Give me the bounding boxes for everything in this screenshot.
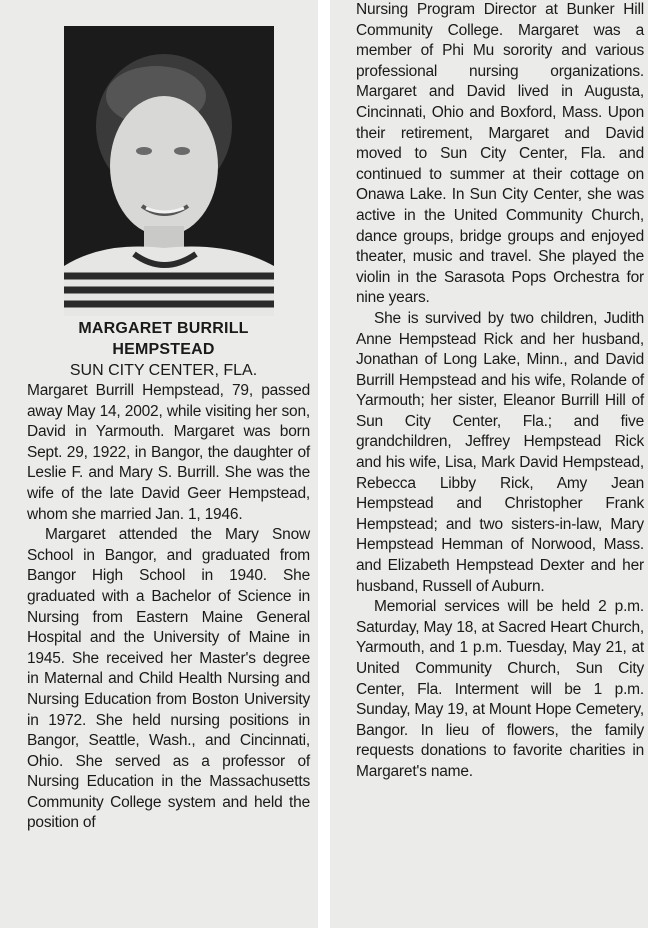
paragraph: Margaret Burrill Hempstead, 79, passed away May 14, 2002, while visiting her son, David in Yarmouth. Margaret was born Sept. 29, 1922, in Bangor, the daughter of Leslie F. and Mary S. Burrill. She was the wife of the late David Geer Hempstead, whom she married Jan. 1, 1946. (27, 382, 310, 523)
portrait-image (64, 26, 274, 316)
paragraph: Margaret attended the Mary Snow School in Bangor, and graduated from Bangor High School in 1940. She graduated with a Bachelor of Science in Nursing from Eastern Maine General Hospital and the University of Maine in 1945. She received her Master's degree in Maternal and Child Health Nursing and Nursing Education from Boston University in 1972. She held nursing positions in Bangor, Seattle, Wash., and Cincinnati, Ohio. She served as a professor of Nursing Education in the Massachusetts Community College system and held the position of (27, 526, 310, 832)
paragraph: Nursing Program Director at Bunker Hill Community College. Margaret was a member of Phi Mu sorority and various professional nursing organizations. Margaret and David lived in Augusta, Cincinnati, Ohio and Boxford, Mass. Upon their retirement, Margaret and David moved to Sun City Center, Fla. and continued to summer at their cottage on Onawa Lake. In Sun City Center, she was active in the United Community Church, dance groups, bridge groups and enjoyed theater, music and travel. She played the violin in the Sarasota Pops Orchestra for nine years. (356, 1, 644, 307)
name-line-1: MARGARET BURRILL (78, 320, 249, 337)
paragraph: Memorial services will be held 2 p.m. Saturday, May 18, at Sacred Heart Church, Yarmouth, and 1 p.m. Tuesday, May 21, at United Community Church, Sun City Center, Fla. Interment will be 1 p.m. Sunday, May 19, at Mount Hope Cemetery, Bangor. In lieu of flowers, the family requests donations to favorite charities in Margaret's name. (356, 598, 644, 780)
left-column (0, 0, 318, 928)
portrait-photo (64, 26, 274, 316)
obituary-name (27, 318, 310, 360)
name-line-2: HEMPSTEAD (112, 341, 215, 358)
dateline: SUN CITY CENTER, FLA. (69, 362, 258, 379)
right-column (330, 0, 648, 928)
paragraph: She is survived by two children, Judith Anne Hempstead Rick and her husband, Jonathan of Long Lake, Minn., and David Burrill Hempstead and his wife, Rolande of Yarmouth; her sister, Eleanor Burrill Hill of Sun City Center, Fla.; and five grandchildren, Jeffrey Hempstead Rick and his wife, Lisa, Mark David Hempstead, Rebecca Libby Rick, Amy Jean Hempstead and Christopher Frank Hempstead; and two sisters-in-law, Mary Hempstead Hemman of Norwood, Mass. and Elizabeth Hempstead Dexter and her husband, Russell of Auburn. (356, 309, 644, 595)
